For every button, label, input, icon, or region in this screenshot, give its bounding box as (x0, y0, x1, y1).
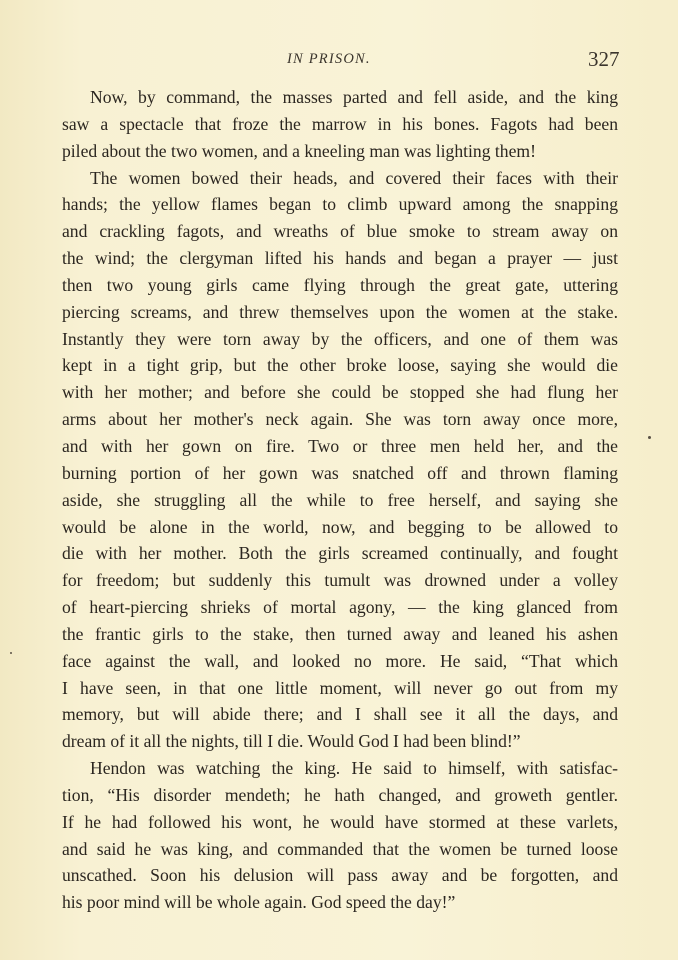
text-line: Instantly they were torn away by the officers, and one of them was (62, 328, 618, 349)
text-line: dream of it all the nights, till I die. Would God I had been blind!” (62, 731, 521, 752)
body-text (62, 84, 618, 916)
page-number: 327 (588, 47, 620, 71)
text-line: for freedom; but suddenly this tumult was drowned under a volley (62, 570, 618, 591)
text-line: would be alone in the world, now, and begging to be allowed to (62, 516, 618, 537)
text-line: unscathed. Soon his delusion will pass away and be forgotten, and (62, 865, 618, 886)
ink-speck (10, 652, 12, 654)
text-line: his poor mind will be whole again. God speed the day!” (62, 892, 456, 913)
text-line: the wind; the clergyman lifted his hands and began a prayer — just (62, 248, 618, 269)
text-line: aside, she struggling all the while to free herself, and saying she (62, 489, 618, 510)
text-line: the frantic girls to the stake, then turned away and leaned his ashen (62, 623, 618, 644)
text-line: with her mother; and before she could be stopped she had flung her (62, 382, 618, 403)
running-title: IN PRISON. (287, 51, 371, 67)
text-line: The women bowed their heads, and covered their faces with their (90, 167, 618, 188)
text-line: Hendon was watching the king. He said to himself, with satisfac- (90, 758, 618, 779)
text-line: burning portion of her gown was snatched off and thrown flaming (62, 462, 618, 483)
running-header (0, 46, 678, 70)
text-line: hands; the yellow flames began to climb upward among the snapping (62, 194, 618, 215)
text-line: and said he was king, and commanded that the women be turned loose (62, 838, 618, 859)
text-line: I have seen, in that one little moment, will never go out from my (62, 677, 618, 698)
text-line: memory, but will abide there; and I shall see it all the days, and (62, 704, 618, 725)
text-line: then two young girls came flying through the great gate, uttering (62, 274, 618, 295)
text-line: piercing screams, and threw themselves upon the women at the stake. (62, 301, 618, 322)
text-line: saw a spectacle that froze the marrow in his bones. Fagots had been (62, 113, 618, 134)
text-line: and crackling fagots, and wreaths of blue smoke to stream away on (62, 221, 618, 242)
text-line: tion, “His disorder mendeth; he hath changed, and groweth gentler. (62, 784, 618, 805)
text-line: die with her mother. Both the girls screamed continually, and fought (62, 543, 618, 564)
text-line: arms about her mother's neck again. She was torn away once more, (62, 409, 618, 430)
text-line: piled about the two women, and a kneeling man was lighting them! (62, 140, 536, 161)
text-line: of heart-piercing shrieks of mortal agony, — the king glanced from (62, 597, 618, 618)
text-line: and with her gown on fire. Two or three men held her, and the (62, 435, 618, 456)
ink-speck (648, 436, 651, 439)
text-line: kept in a tight grip, but the other broke loose, saying she would die (62, 355, 618, 376)
text-line: If he had followed his wont, he would have stormed at these varlets, (62, 811, 618, 832)
text-line: face against the wall, and looked no more. He said, “That which (62, 650, 618, 671)
text-line: Now, by command, the masses parted and fell aside, and the king (90, 87, 618, 107)
